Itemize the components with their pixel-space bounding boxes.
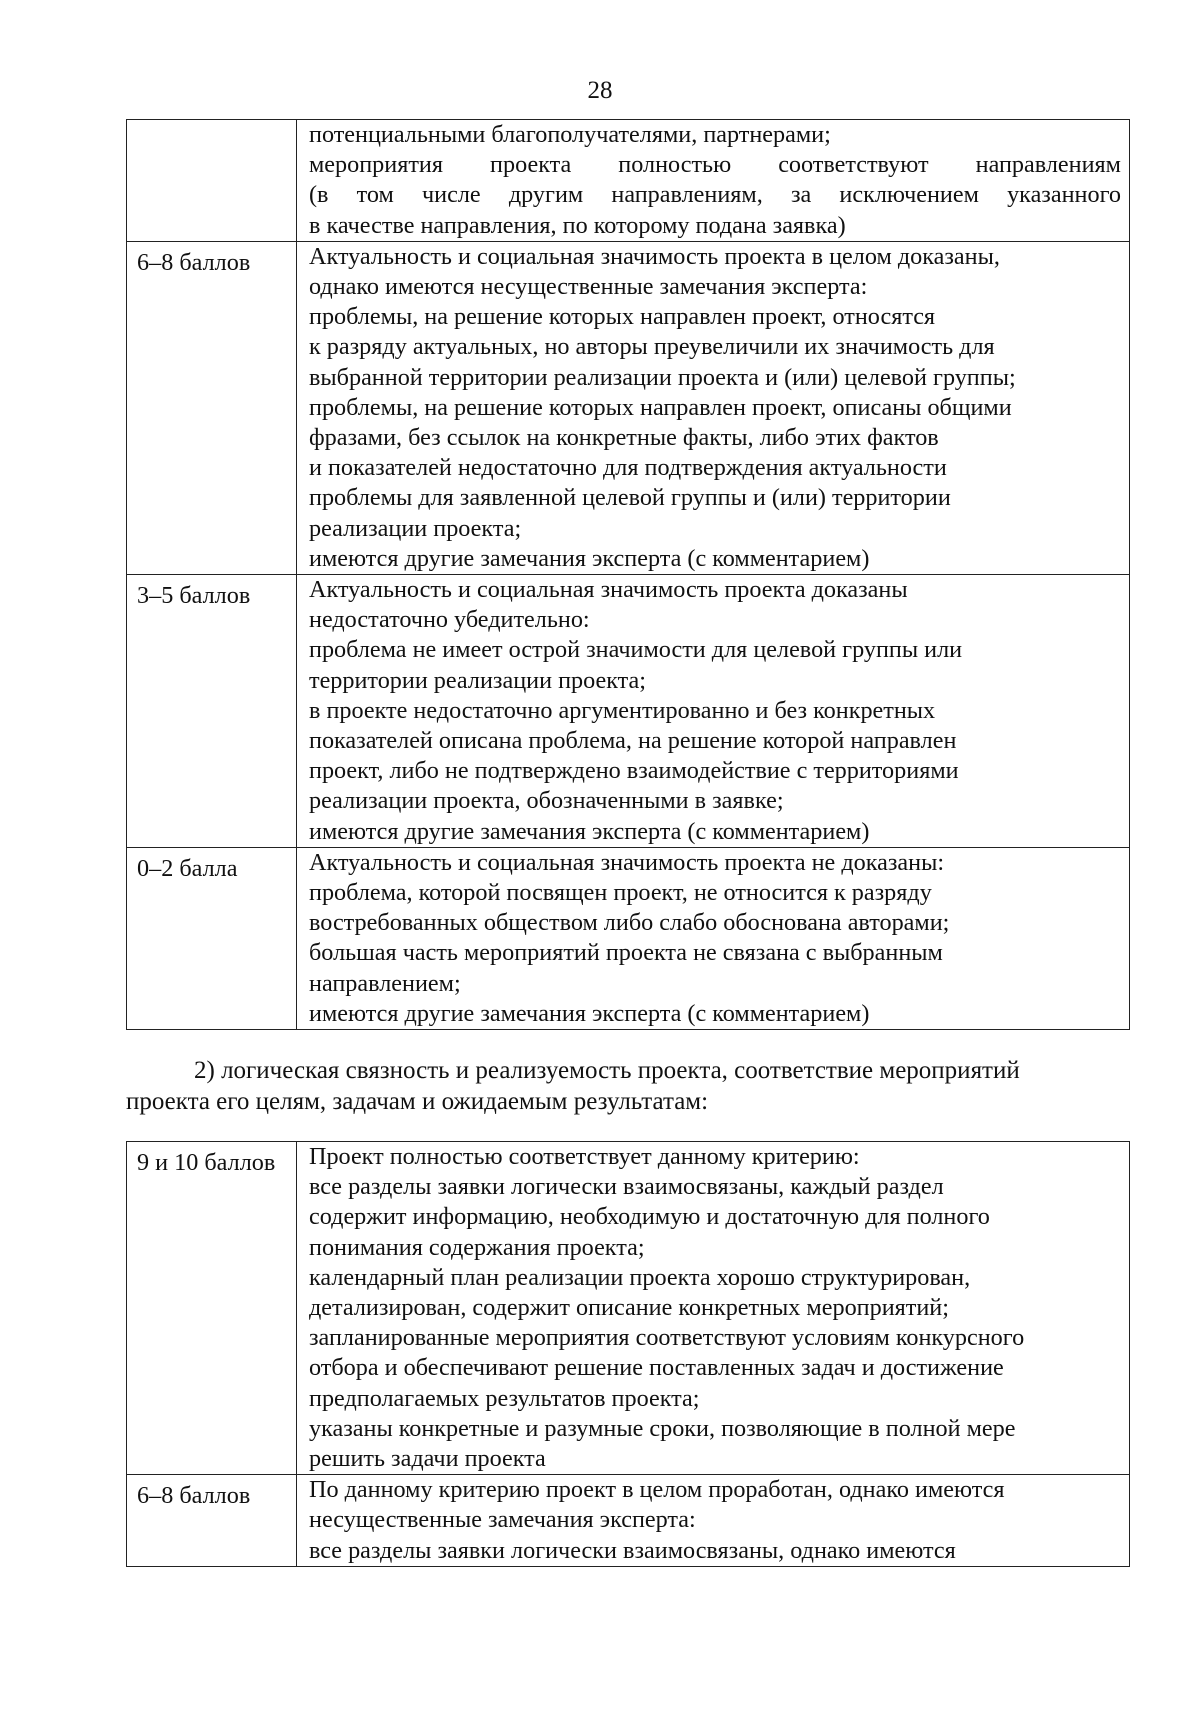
score-cell: 9 и 10 баллов: [127, 1142, 297, 1475]
score-cell: 3–5 баллов: [127, 575, 297, 848]
description-line: отбора и обеспечивают решение поставленных задач и достижение: [309, 1354, 1004, 1382]
description-line: выбранной территории реализации проекта и (или) целевой группы;: [309, 363, 1016, 391]
score-cell: 0–2 балла: [127, 847, 297, 1029]
description-line: большая часть мероприятий проекта не связана с выбранным: [309, 939, 943, 967]
description-line: реализации проекта, обозначенными в заявке;: [309, 787, 784, 815]
description-line: понимания содержания проекта;: [309, 1233, 645, 1261]
description-line: все разделы заявки логически взаимосвязаны, однако имеются: [309, 1536, 956, 1564]
description-line: детализирован, содержит описание конкретных мероприятий;: [309, 1294, 949, 1322]
description-line: (в том числе другим направлениям, за исключением указанного: [309, 181, 1121, 209]
description-line: Актуальность и социальная значимость проекта доказаны: [309, 576, 908, 604]
description-line: запланированные мероприятия соответствуют условиям конкурсного: [309, 1324, 1025, 1352]
description-line: По данному критерию проект в целом проработан, однако имеются: [309, 1476, 1005, 1504]
description-line: имеются другие замечания эксперта (с комментарием): [309, 999, 870, 1027]
description-line: решить задачи проекта: [309, 1445, 546, 1473]
score-cell: 6–8 баллов: [127, 241, 297, 574]
description-cell: [297, 847, 1130, 1029]
description-line: и показателей недостаточно для подтверждения актуальности: [309, 454, 947, 482]
paragraph-line: проекта его целям, задачам и ожидаемым результатам:: [126, 1088, 709, 1115]
description-line: к разряду актуальных, но авторы преувеличили их значимость для: [309, 333, 995, 361]
paragraph-line: 2) логическая связность и реализуемость проекта, соответствие мероприятий: [194, 1057, 1020, 1084]
description-cell: [297, 241, 1130, 574]
description-line: проблемы, на решение которых направлен проект, относятся: [309, 303, 936, 331]
description-line: в качестве направления, по которому подана заявка): [309, 211, 846, 239]
score-cell: 6–8 баллов: [127, 1475, 297, 1567]
description-line: имеются другие замечания эксперта (с комментарием): [309, 544, 870, 572]
table-row: [127, 575, 1130, 848]
description-cell: [297, 1142, 1130, 1475]
description-line: Проект полностью соответствует данному критерию:: [309, 1143, 860, 1170]
description-line: потенциальными благополучателями, партнерами;: [309, 121, 831, 148]
criteria-table-logic: [126, 1141, 1130, 1567]
page-number: 28: [587, 77, 613, 104]
description-line: проект, либо не подтверждено взаимодействие с территориями: [309, 757, 959, 785]
description-line: все разделы заявки логически взаимосвязаны, каждый раздел: [309, 1173, 944, 1201]
description-line: указаны конкретные и разумные сроки, позволяющие в полной мере: [309, 1414, 1016, 1442]
description-line: направлением;: [309, 969, 461, 997]
description-line: проблемы для заявленной целевой группы и (или) территории: [309, 484, 951, 512]
description-cell: [297, 575, 1130, 848]
criterion-paragraph: [126, 1055, 1130, 1117]
description-line: Актуальность и социальная значимость проекта в целом доказаны,: [309, 242, 1000, 270]
criteria-table-relevance: [126, 119, 1130, 1030]
description-line: мероприятия проекта полностью соответствуют направлениям: [309, 151, 1121, 179]
description-cell: [297, 1475, 1130, 1567]
table-row: [127, 847, 1130, 1029]
table-row: [127, 120, 1130, 242]
description-line: проблемы, на решение которых направлен проект, описаны общими: [309, 393, 1012, 421]
description-line: содержит информацию, необходимую и достаточную для полного: [309, 1203, 990, 1231]
description-line: показателей описана проблема, на решение которой направлен: [309, 727, 957, 755]
description-line: имеются другие замечания эксперта (с комментарием): [309, 817, 870, 845]
description-line: проблема не имеет острой значимости для целевой группы или: [309, 636, 963, 664]
description-cell: [297, 120, 1130, 242]
description-line: территории реализации проекта;: [309, 666, 646, 694]
description-line: Актуальность и социальная значимость проекта не доказаны:: [309, 848, 945, 876]
table-row: [127, 1475, 1130, 1567]
description-line: календарный план реализации проекта хорошо структурирован,: [309, 1263, 971, 1291]
description-line: востребованных обществом либо слабо обоснована авторами;: [309, 909, 950, 937]
description-line: в проекте недостаточно аргументированно и без конкретных: [309, 696, 936, 724]
description-line: однако имеются несущественные замечания эксперта:: [309, 273, 868, 301]
table-row: [127, 1142, 1130, 1475]
description-line: проблема, которой посвящен проект, не относится к разряду: [309, 879, 932, 907]
description-line: фразами, без ссылок на конкретные факты, либо этих фактов: [309, 424, 939, 452]
description-line: реализации проекта;: [309, 514, 522, 542]
table-row: [127, 241, 1130, 574]
description-line: предполагаемых результатов проекта;: [309, 1384, 700, 1412]
description-line: несущественные замечания эксперта:: [309, 1506, 696, 1534]
score-cell: [127, 120, 297, 242]
description-line: недостаточно убедительно:: [309, 606, 590, 634]
